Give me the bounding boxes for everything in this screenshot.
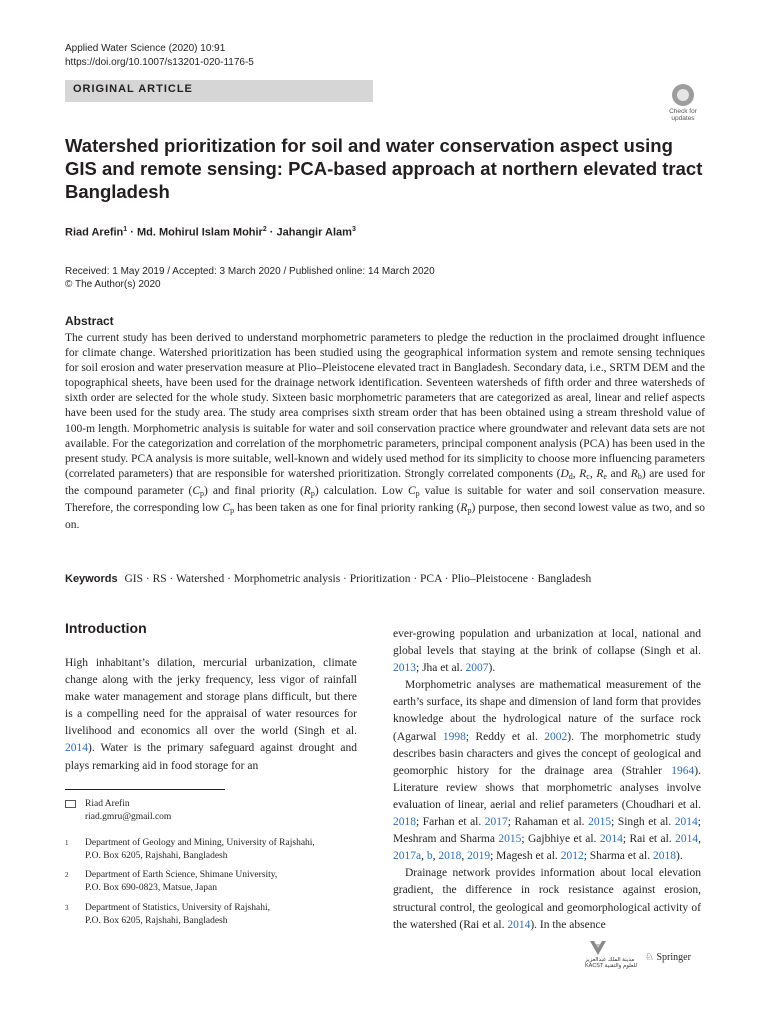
article-type-bar [65,80,373,102]
doi-link[interactable]: https://doi.org/10.1007/s13201-020-1176-5 [65,57,254,68]
body-text: ; Magesh et al. [490,850,561,863]
body-text: , [698,833,701,846]
envelope-icon [65,800,76,808]
reference-link[interactable]: 1964 [671,764,695,777]
reference-link[interactable]: 2007 [465,662,489,675]
keywords-list: GIS · RS · Watershed · Morphometric analysis · Prioritization · PCA · Plio–Pleistocene · Bangladesh [124,573,592,585]
intro-right-column [393,626,701,934]
body-text: ). [676,850,683,863]
body-text: ; Meshram and Sharma [393,816,701,846]
abstract-segment: has been taken as one for final priority ranking ( [234,502,461,515]
kacst-wordmark [585,957,637,969]
history-dates: Received: 1 May 2019 / Accepted: 3 March 2020 / Published online: 14 March 2020 [65,266,435,277]
keywords [65,573,705,585]
affiliation-footnote [65,869,277,894]
body-text: ). The morphometric study describes basin characters and gives the concept of geological and geomorphic history for the drainage area (Strahler [393,730,701,777]
body-text: Drainage network provides information about local elevation gradient, the difference in rock resistance against erosion, structural control, the geological and geomorphological activity of the watershed (Rai et al. [393,867,701,931]
paragraph [393,626,701,677]
reference-link[interactable]: b [426,850,433,863]
affiliation-line: Department of Geology and Mining, University of Rajshahi, [85,838,315,848]
body-text: ; Gajbhiye et al. [521,833,600,846]
springer-logo [645,952,691,963]
abstract-segment: ) purpose, then second lowest value as two, and so on. [65,502,706,532]
reference-link[interactable]: 2002 [544,730,568,743]
symbol: C [222,502,231,515]
reference-link[interactable]: 2014 [675,833,699,846]
body-text: ; Rai et al. [622,833,676,846]
body-text: ; Singh et al. [611,816,675,829]
publisher-logos [585,938,705,970]
corresponding-author-footnote [65,798,171,823]
article-title: Watershed prioritization for soil and water conservation aspect using GIS and remote sensing: PCA-based approach at northern elevated tract Bangladesh [65,135,703,202]
keywords-label: Keywords [65,573,118,585]
check-for-updates-badge[interactable] [662,84,704,124]
author-affiliation: 2 [262,226,267,233]
symbol-subscript: c [586,471,590,481]
reference-link[interactable]: 2019 [467,850,491,863]
reference-link[interactable]: 2017a [393,850,422,863]
symbol-subscript: e [603,471,607,481]
body-text: ; Reddy et al. [465,730,545,743]
intro-left-column [65,655,357,775]
abstract-segment: ) calculation. Low [314,484,408,497]
abstract-segment: , [572,467,580,480]
body-text: , [421,850,427,863]
body-text: ; Jha et al. [416,662,466,675]
body-text: ; Farhan et al. [416,816,485,829]
body-text: , [432,850,439,863]
symbol: R [596,467,604,480]
abstract-heading: Abstract [65,314,114,328]
paragraph [393,865,701,933]
reference-link[interactable]: 2018 [393,816,416,829]
symbol: R [303,484,311,497]
abstract-segment: ) and final priority ( [204,484,304,497]
body-text: ). [488,662,496,675]
springer-wordmark: Springer [656,952,691,963]
kacst-line: مدينة الملك عبدالعزيز [585,957,635,963]
check-updates-label: Check for updates [669,108,697,122]
check-updates-icon [672,84,694,106]
affiliation-line: P.O. Box 6205, Rajshahi, Bangladesh [85,915,228,926]
author-list: Riad Arefin$^1$ · Md. Mohirul Islam Mohir$^2$ · Jahangir Alam$^3$ [65,226,356,239]
reference-link[interactable]: 2018 [653,850,676,863]
symbol: R [460,502,468,515]
reference-link[interactable]: 2014 [65,742,88,755]
body-text: , [461,850,468,863]
affiliation-line: Department of Statistics, University of Rajshahi, [85,903,270,913]
symbol-subscript: p [467,506,472,516]
reference-link[interactable]: 2015 [588,816,612,829]
reference-link[interactable]: 2018 [438,850,462,863]
section-heading-introduction: Introduction [65,620,147,636]
corresponding-author-name: Riad Arefin [85,799,130,809]
reference-link[interactable]: 2014 [599,833,623,846]
reference-link[interactable]: 2014 [507,918,531,931]
symbol-subscript: p [200,488,205,498]
reference-link[interactable]: 1998 [442,730,466,743]
reference-link[interactable]: 2013 [393,662,416,675]
body-text: Morphometric analyses are mathematical measurement of the earth’s surface, its shape and dimension of land form that provides knowledge about the hydrological nature of the surface rock (Agarwal [393,679,701,743]
author-name[interactable]: Md. Mohirul Islam Mohir [136,226,263,239]
journal-citation: Applied Water Science (2020) 10:91 [65,43,226,54]
publication-dates [65,265,435,291]
symbol: R [579,467,587,480]
symbol: C [192,484,201,497]
reference-link[interactable]: 2012 [560,850,584,863]
reference-link[interactable]: 2017 [484,816,508,829]
symbol-subscript: b [637,471,642,481]
kacst-logo-icon [585,938,611,956]
abstract-segment: value is suitable for water and soil conservation measure. Therefore, the corresponding low [65,484,705,515]
journal-header [65,42,254,70]
author-name[interactable]: Jahangir Alam [276,226,352,239]
symbol-subscript: p [310,488,315,498]
corresponding-author-email[interactable]: riad.gmru@gmail.com [85,811,172,822]
affiliation-line: P.O. Box 6205, Rajshahi, Bangladesh [85,850,228,861]
body-text: ; Rahaman et al. [507,816,589,829]
reference-link[interactable]: 2015 [498,833,522,846]
author-affiliation: 1 [123,226,128,233]
abstract-segment: , [589,467,597,480]
copyright-line: © The Author(s) 2020 [65,279,161,290]
affiliation-number: 3 [65,904,69,912]
affiliation-footnote [65,902,270,927]
paragraph [393,677,701,865]
symbol: R [630,467,638,480]
symbol: C [408,484,416,497]
body-text: ). In the absence [530,918,606,931]
reference-link[interactable]: 2014 [674,816,698,829]
affiliation-number: 2 [65,871,69,879]
abstract-segment: The current study has been derived to understand morphometric parameters to pledge the reduction in the proclaimed drought influence for climate change. Watershed prioritization has been studied using the geographical information system and remote sensing techniques for soil erosion and water preservation measure at Plio–Pleistocene elevated tract in Bangladesh. Secondary data, i.e., SRTM DEM and the topographical sheets, have been used for the drainage network identification. Seventeen watersheds of fifth order and three watersheds of sixth order are selected for the whole study. Sixteen basic morphometric parameters that are categorized as areal, linear and relief aspects have been used for the study area. The study area comprises sixth stream order that has been obtained using a stream threshold value of 100-m length. Morphometric analysis is suitable for water and soil conservation practice where groundwater and relevant data sets are not available. For the categorization and correlation of the morphometric parameters, principal component analysis (PCA) has been used in the present study. PCA analysis is more suitable, well-known and widely used method for its simplicity to choose more influencing parameters (correlated parameters) that are responsible for watershed prioritization. Strongly correlated components ( [65,332,705,480]
abstract-text [65,331,705,533]
springer-horse-icon: ♘ [645,952,654,963]
body-text: ever-growing population and urbanization at local, national and global levels that staying at the brink of collapse (Singh et al. [393,628,701,658]
affiliation-line: P.O. Box 690-0823, Matsue, Japan [85,882,217,893]
author-affiliation: 3 [351,226,356,233]
affiliation-number: 1 [65,839,69,847]
affiliation-line: Department of Earth Science, Shimane University, [85,870,278,880]
author-name[interactable]: Riad Arefin [65,226,124,239]
article-type-label: ORIGINAL ARTICLE [73,83,193,95]
kacst-line: KACST للعلوم والتقنية [585,963,638,969]
affiliation-footnote [65,837,315,862]
body-text: ; Sharma et al. [583,850,653,863]
symbol: D [560,467,569,480]
abstract-segment: ) are used for the compound parameter ( [65,467,706,497]
abstract-segment: and [606,467,631,480]
symbol-subscript: p [415,488,420,498]
footnote-divider [65,789,225,790]
symbol-subscript: p [230,506,235,516]
body-text: ). Literature review shows that morphometric analyses involve evaluation of linear, aerial and relief parameters (Choudhari et al. [393,764,701,811]
symbol-subscript: d [568,471,573,481]
body-text: ). Water is the primary safeguard against drought and plays remarking aid in food storage for an [65,742,357,772]
body-text: High inhabitant’s dilation, mercurial urbanization, climate change along with the jerky frequency, less vigor of rainfall make water management and storage plans difficult, but there is a compelling need for the appraisal of water resources for livelihood and economics all over the world (Singh et al. [65,657,357,738]
